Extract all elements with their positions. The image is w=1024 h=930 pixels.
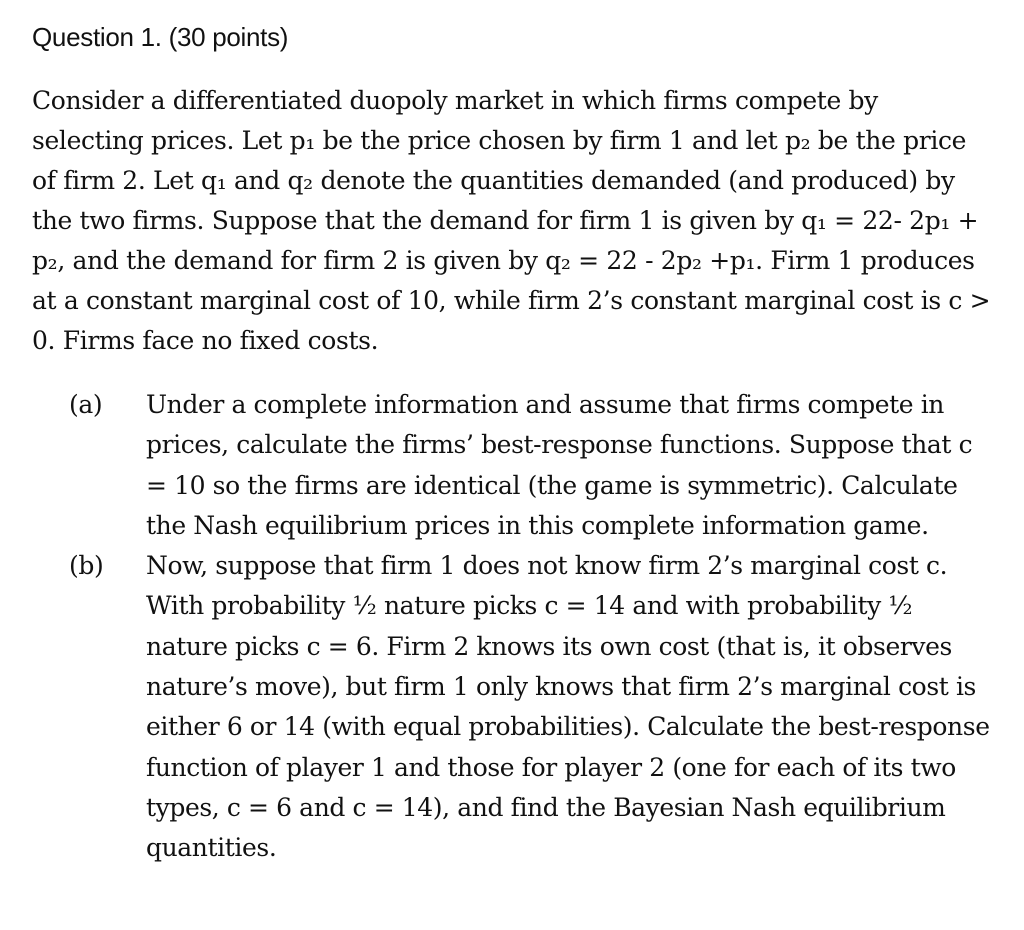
question-intro: Consider a differentiated duopoly market in which firms compete by selecting prices. Let p₁ be the price chosen by firm 1 and let p₂ be the price of firm 2. Let q₁ and q₂ denote the quantities demanded (and produced) by the two firms. Suppose that the demand for firm 1 is given by q₁ = 22- 2p₁ + p₂, and the demand for firm 2 is given by q₂ = 22 - 2p₂ +p₁. Firm 1 produces at a constant marginal cost of 10, while firm 2’s constant marginal cost is c > 0. Firms face no fixed costs. xyxy=(32,86,991,355)
question-part-a xyxy=(32,385,994,546)
part-b-label: (b) xyxy=(69,551,104,581)
part-a-text: Under a complete information and assume that firms compete in prices, calculate the firms’ best-response functions. Suppose that c = 10 so the firms are identical (the game is symmetric). Calculate the Nash equilibrium prices in this complete information game. xyxy=(146,390,973,540)
part-a-label: (a) xyxy=(69,390,103,419)
question-parts xyxy=(32,385,994,869)
question-title: Question 1. (30 points) xyxy=(32,22,289,52)
question-part-b xyxy=(32,546,994,868)
question-page xyxy=(32,20,994,869)
part-b-text: Now, suppose that firm 1 does not know firm 2’s marginal cost c. With probability ½ nature picks c = 14 and with probability ½ nature picks c = 6. Firm 2 knows its own cost (that is, it observes nature’s move), but firm 1 only knows that firm 2’s marginal cost is either 6 or 14 (with equal probabilities). Calculate the best-response function of player 1 and those for player 2 (one for each of its two types, c = 6 and c = 14), and find the Bayesian Nash equilibrium quantities. xyxy=(146,551,990,863)
